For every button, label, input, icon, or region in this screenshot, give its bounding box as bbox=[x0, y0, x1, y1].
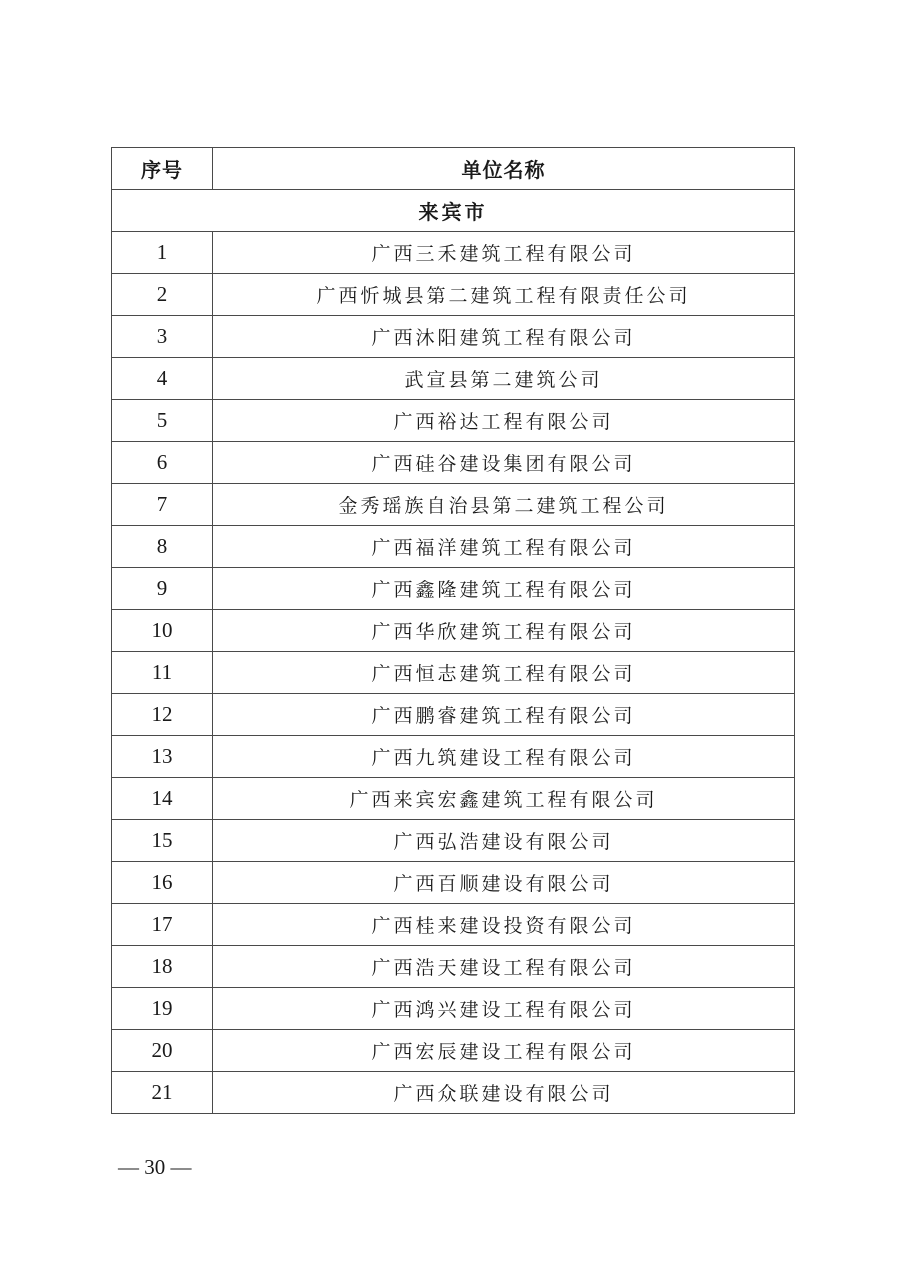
page-number: — 30 — bbox=[118, 1155, 192, 1179]
table-row bbox=[112, 904, 795, 946]
table-row bbox=[112, 316, 795, 358]
row-index: 5 bbox=[112, 400, 213, 442]
row-unit-name: 广西鹏睿建筑工程有限公司 bbox=[213, 694, 795, 736]
table-row bbox=[112, 652, 795, 694]
table-row bbox=[112, 820, 795, 862]
row-unit-name: 广西鑫隆建筑工程有限公司 bbox=[213, 568, 795, 610]
row-unit-name: 广西百顺建设有限公司 bbox=[213, 862, 795, 904]
row-unit-name: 广西鸿兴建设工程有限公司 bbox=[213, 988, 795, 1030]
row-unit-name: 广西桂来建设投资有限公司 bbox=[213, 904, 795, 946]
row-index: 2 bbox=[112, 274, 213, 316]
row-index: 1 bbox=[112, 232, 213, 274]
table-row bbox=[112, 568, 795, 610]
table-row bbox=[112, 1030, 795, 1072]
row-unit-name: 广西恒志建筑工程有限公司 bbox=[213, 652, 795, 694]
row-index: 4 bbox=[112, 358, 213, 400]
row-index: 11 bbox=[112, 652, 213, 694]
unit-list-table bbox=[111, 147, 795, 1114]
row-unit-name: 广西来宾宏鑫建筑工程有限公司 bbox=[213, 778, 795, 820]
row-index: 16 bbox=[112, 862, 213, 904]
table-row bbox=[112, 778, 795, 820]
row-unit-name: 广西三禾建筑工程有限公司 bbox=[213, 232, 795, 274]
table-row bbox=[112, 526, 795, 568]
table-row bbox=[112, 442, 795, 484]
header-index: 序号 bbox=[112, 148, 213, 190]
table-row bbox=[112, 946, 795, 988]
row-index: 18 bbox=[112, 946, 213, 988]
row-unit-name: 广西福洋建筑工程有限公司 bbox=[213, 526, 795, 568]
table-row bbox=[112, 862, 795, 904]
row-unit-name: 广西浩天建设工程有限公司 bbox=[213, 946, 795, 988]
table-row bbox=[112, 274, 795, 316]
row-index: 17 bbox=[112, 904, 213, 946]
section-title: 来宾市 bbox=[112, 190, 795, 232]
row-index: 15 bbox=[112, 820, 213, 862]
row-unit-name: 广西华欣建筑工程有限公司 bbox=[213, 610, 795, 652]
row-unit-name: 广西裕达工程有限公司 bbox=[213, 400, 795, 442]
table-header-row bbox=[112, 148, 795, 190]
section-row bbox=[112, 190, 795, 232]
row-index: 21 bbox=[112, 1072, 213, 1114]
table-row bbox=[112, 358, 795, 400]
row-index: 10 bbox=[112, 610, 213, 652]
row-unit-name: 金秀瑶族自治县第二建筑工程公司 bbox=[213, 484, 795, 526]
row-index: 6 bbox=[112, 442, 213, 484]
row-unit-name: 广西九筑建设工程有限公司 bbox=[213, 736, 795, 778]
table-row bbox=[112, 400, 795, 442]
row-unit-name: 广西众联建设有限公司 bbox=[213, 1072, 795, 1114]
row-unit-name: 广西硅谷建设集团有限公司 bbox=[213, 442, 795, 484]
table-row bbox=[112, 1072, 795, 1114]
row-unit-name: 广西弘浩建设有限公司 bbox=[213, 820, 795, 862]
row-index: 9 bbox=[112, 568, 213, 610]
row-index: 3 bbox=[112, 316, 213, 358]
row-index: 8 bbox=[112, 526, 213, 568]
row-unit-name: 广西忻城县第二建筑工程有限责任公司 bbox=[213, 274, 795, 316]
table-row bbox=[112, 484, 795, 526]
table-row bbox=[112, 610, 795, 652]
row-index: 20 bbox=[112, 1030, 213, 1072]
row-index: 13 bbox=[112, 736, 213, 778]
row-index: 14 bbox=[112, 778, 213, 820]
row-unit-name: 武宣县第二建筑公司 bbox=[213, 358, 795, 400]
row-index: 19 bbox=[112, 988, 213, 1030]
row-index: 7 bbox=[112, 484, 213, 526]
row-unit-name: 广西沐阳建筑工程有限公司 bbox=[213, 316, 795, 358]
table-row bbox=[112, 232, 795, 274]
row-index: 12 bbox=[112, 694, 213, 736]
table-row bbox=[112, 694, 795, 736]
table-row bbox=[112, 736, 795, 778]
row-unit-name: 广西宏辰建设工程有限公司 bbox=[213, 1030, 795, 1072]
table-row bbox=[112, 988, 795, 1030]
header-unit-name: 单位名称 bbox=[213, 148, 795, 190]
